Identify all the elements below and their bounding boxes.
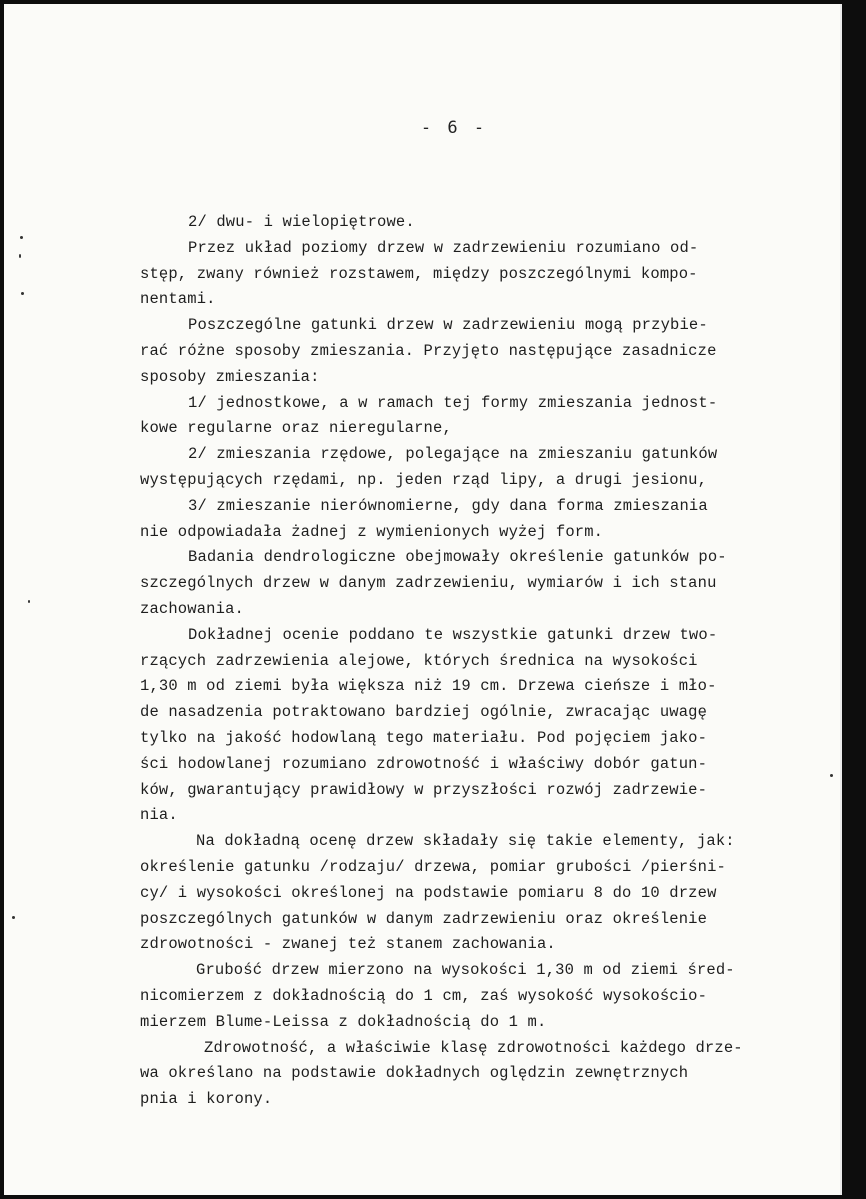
text-line: 1,30 m od ziemi była większa niż 19 cm. Drzewa cieńsze i mło- [140, 677, 717, 696]
text-line: Na dokładną ocenę drzew składały się takie elementy, jak: [196, 832, 735, 851]
text-line: de nasadzenia potraktowano bardziej ogólnie, zwracając uwagę [140, 703, 708, 722]
text-line: cy/ i wysokości określonej na podstawie pomiaru 8 do 10 drzew [140, 883, 717, 902]
document-page [4, 4, 842, 1195]
scan-speck [830, 774, 833, 777]
text-line: kowe regularne oraz nieregularne, [140, 419, 452, 438]
text-line: stęp, zwany również rozstawem, między poszczególnymi kompo- [140, 264, 698, 283]
text-line: Badania dendrologiczne obejmowały określenie gatunków po- [188, 548, 727, 567]
text-line: zachowania. [140, 599, 244, 618]
scan-speck [21, 292, 24, 295]
text-line: pnia i korony. [140, 1090, 273, 1109]
text-line: nicomierzem z dokładnością do 1 cm, zaś wysokość wysokościo- [140, 986, 708, 1005]
text-line: rzących zadrzewienia alejowe, których średnica na wysokości [140, 651, 698, 670]
text-line: wa określano na podstawie dokładnych oględzin zewnętrznych [140, 1064, 689, 1083]
text-line: zdrowotności - zwanej też stanem zachowania. [140, 935, 556, 954]
text-line: 1/ jednostkowe, a w ramach tej formy zmieszania jednost- [188, 393, 718, 412]
page-number: - 6 - [420, 118, 488, 138]
text-line: sposoby zmieszania: [140, 367, 320, 386]
scan-speck [20, 236, 23, 239]
text-line: występujących rzędami, np. jeden rząd lipy, a drugi jesionu, [140, 470, 708, 489]
text-line: mierzem Blume-Leissa z dokładnością do 1 m. [140, 1012, 547, 1031]
text-line: szczególnych drzew w danym zadrzewieniu, wymiarów i ich stanu [140, 574, 717, 593]
scan-speck [12, 916, 15, 919]
text-line: określenie gatunku /rodzaju/ drzewa, pomiar grubości /pierśni- [140, 857, 726, 876]
text-line: Grubość drzew mierzono na wysokości 1,30 m od ziemi śred- [196, 961, 735, 980]
body-text [140, 210, 810, 1113]
text-line: Przez układ poziomy drzew w zadrzewieniu rozumiano od- [188, 238, 699, 257]
text-line: Poszczególne gatunki drzew w zadrzewieniu mogą przybie- [188, 316, 708, 335]
text-line: nie odpowiadała żadnej z wymienionych wyżej form. [140, 522, 604, 541]
text-line: tylko na jakość hodowlaną tego materiału. Pod pojęciem jako- [140, 728, 708, 747]
text-line: 2/ dwu- i wielopiętrowe. [188, 213, 415, 231]
text-line: ści hodowlanej rozumiano zdrowotność i właściwy dobór gatun- [140, 754, 708, 773]
text-line: nia. [140, 806, 178, 825]
scan-speck [28, 600, 30, 603]
text-line: Dokładnej ocenie poddano te wszystkie gatunki drzew two- [188, 625, 718, 644]
text-line: ków, gwarantujący prawidłowy w przyszłości rozwój zadrzewie- [140, 780, 708, 799]
text-line: nentami. [140, 290, 216, 309]
scan-speck [19, 254, 21, 258]
text-line: 3/ zmieszanie nierównomierne, gdy dana forma zmieszania [188, 496, 708, 515]
text-line: 2/ zmieszania rzędowe, polegające na zmieszaniu gatunków [188, 445, 718, 464]
text-line: Zdrowotność, a właściwie klasę zdrowotności każdego drze- [204, 1038, 743, 1057]
text-line: poszczególnych gatunków w danym zadrzewieniu oraz określenie [140, 909, 708, 928]
text-line: rać różne sposoby zmieszania. Przyjęto następujące zasadnicze [140, 341, 717, 360]
